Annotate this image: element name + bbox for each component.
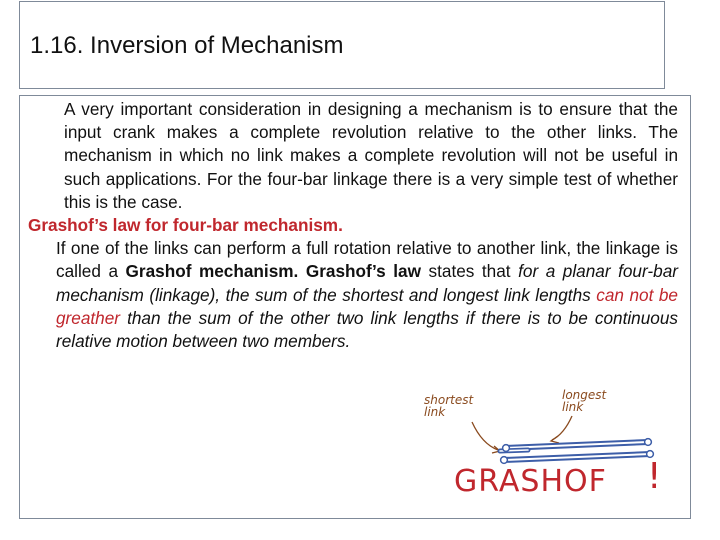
intro-paragraph: A very important consideration in designing a mechanism is to ensure that the input crank makes a complete revolution relative to the other links. The mechanism in which no link makes a complete revolution will not be useful in such applications. For the four-bar linkage there is a very simple test of whether this is the case. xyxy=(64,99,678,212)
grashof-figure xyxy=(412,386,668,506)
pivot-3 xyxy=(501,457,508,464)
content-box xyxy=(19,95,691,519)
body-text xyxy=(28,98,678,353)
p2-italic-a: for a planar four-bar mechanism (linkage), the sum of the shortest and longest link lengths xyxy=(56,261,678,305)
longest-arrow-icon xyxy=(552,416,572,440)
slide-title: 1.16. Inversion of Mechanism xyxy=(30,32,344,59)
pivot-2 xyxy=(645,439,652,446)
p2-text-a: If one of the links can perform a full rotation relative to another link, the linkage is called a xyxy=(56,238,678,282)
longest-link-label: longest link xyxy=(562,388,607,414)
grashof-paragraph xyxy=(28,237,678,353)
title-box xyxy=(19,1,665,89)
longest-arrowhead-icon xyxy=(551,436,559,443)
shortest-arrow-icon xyxy=(472,422,498,450)
grashof-word: GRASHOF xyxy=(454,464,607,499)
exclamation-mark: ! xyxy=(647,456,662,497)
p2-red-phrase: can not be greather xyxy=(56,284,678,328)
shortest-link-label: shortest link xyxy=(424,393,474,419)
p2-bold-term: Grashof mechanism. Grashof’s law xyxy=(125,261,421,282)
grashof-heading: Grashof’s law for four-bar mechanism. xyxy=(28,215,343,236)
p2-italic-b: than the sum of the other two link lengths if there is to be continuous relative motion between two members. xyxy=(56,307,678,352)
pivot-1 xyxy=(503,445,510,452)
p2-text-c: states that xyxy=(420,261,519,282)
link-sketch xyxy=(412,386,668,466)
